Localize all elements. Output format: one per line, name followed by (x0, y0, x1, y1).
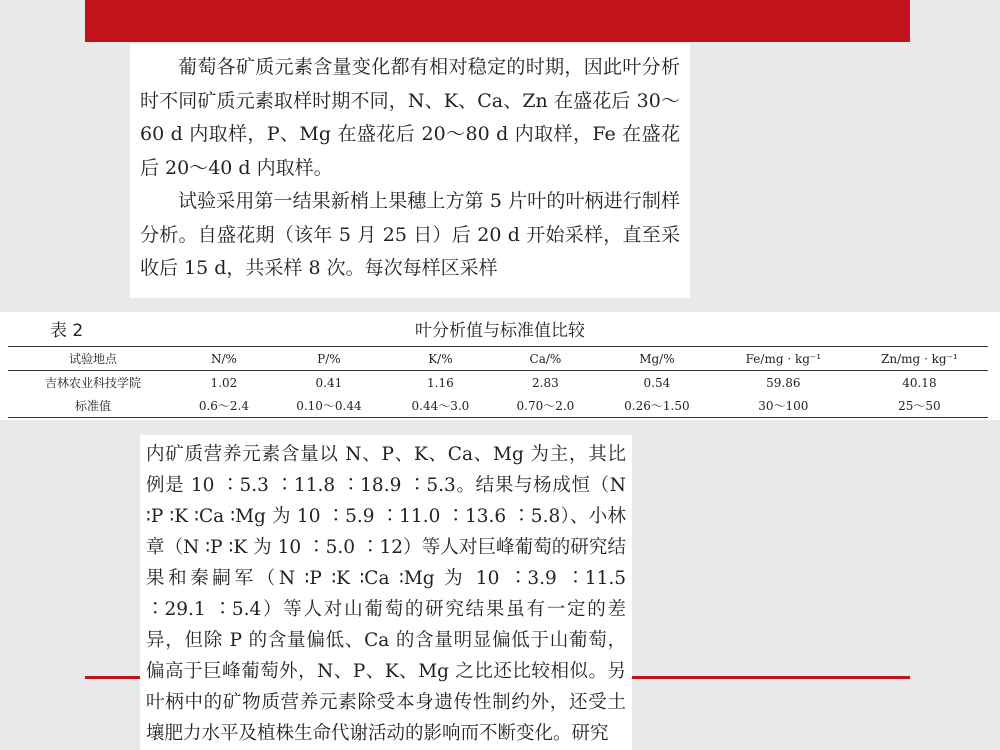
header-cell: Ca/% (493, 347, 598, 371)
header-cell: 试验地点 (8, 347, 178, 371)
excerpt-bottom-paragraph: 内矿质营养元素含量以 N、P、K、Ca、Mg 为主，其比例是 10 ∶5.3 ∶11.8 ∶18.9 ∶5.3。结果与杨成恒（N ∶P ∶K ∶Ca ∶Mg 为 10 ∶5.9 ∶11.0 ∶13.6 ∶5.8）、小林章（N ∶P ∶K 为 10 ∶5.0 ∶12）等人对巨峰葡萄的研究结果和秦嗣军（N ∶P ∶K ∶Ca ∶Mg 为 10 ∶3.9 ∶11.5 ∶29.1 ∶5.4）等人对山葡萄的研究结果虽有一定的差异，但除 P 的含量偏低、Ca 的含量明显偏低于山葡萄，偏高于巨峰葡萄外，N、P、K、Mg 之比还比较相似。另叶柄中的矿物质营养元素除受本身遗传性制约外，还受土壤肥力水平及植株生命代谢活动的影响而不断变化。研究 (146, 444, 626, 744)
header-cell: Zn/mg · kg⁻¹ (851, 347, 988, 371)
header-cell: N/% (178, 347, 270, 371)
table-title: 叶分析值与标准值比较 (415, 321, 585, 341)
table-cell: 0.26～1.50 (598, 394, 716, 418)
excerpt-bottom (140, 435, 632, 750)
table-row (8, 371, 988, 395)
top-accent-bar (85, 0, 910, 42)
table-cell: 0.10～0.44 (270, 394, 388, 418)
table-cell: 0.54 (643, 375, 671, 390)
table-cell: 30～100 (716, 394, 851, 418)
table-cell: 1.16 (427, 375, 454, 390)
bottom-accent-line-right (632, 676, 910, 679)
table-cell: 0.44～3.0 (388, 394, 493, 418)
table-cell: 1.02 (210, 375, 238, 390)
table-cell: 25～50 (851, 394, 988, 418)
header-cell: Mg/% (598, 347, 716, 371)
table-cell: 标准值 (8, 394, 178, 418)
bottom-accent-line-left (85, 676, 140, 679)
table-row (8, 394, 988, 418)
table-cell: 2.83 (532, 375, 559, 390)
table-cell: 0.41 (315, 375, 343, 390)
table-cell: 0.70～2.0 (493, 394, 598, 418)
table-excerpt (0, 312, 1000, 420)
excerpt-top-paragraph-2: 试验采用第一结果新梢上果穗上方第 5 片叶的叶柄进行制样分析。自盛花期（该年 5 月 25 日）后 20 d 开始采样，直至采收后 15 d，共采样 8 次。每次每样区采样 (140, 190, 680, 279)
table-header-row (8, 347, 988, 371)
table-cell: 59.86 (766, 375, 801, 390)
excerpt-top (130, 44, 690, 298)
data-table (8, 346, 988, 418)
table-cell: 40.18 (902, 375, 937, 390)
excerpt-top-paragraph-1: 葡萄各矿质元素含量变化都有相对稳定的时期，因此叶分析时不同矿质元素取样时期不同，N、K、Ca、Zn 在盛花后 30～60 d 内取样，P、Mg 在盛花后 20～80 d 内取样，Fe 在盛花后 20～40 d 内取样。 (140, 56, 680, 179)
header-cell: Fe/mg · kg⁻¹ (716, 347, 851, 371)
table-cell: 吉林农业科技学院 (44, 376, 141, 390)
header-cell: P/% (270, 347, 388, 371)
table-label: 表 2 (50, 321, 84, 341)
table-cell: 0.6～2.4 (178, 394, 270, 418)
header-cell: K/% (388, 347, 493, 371)
